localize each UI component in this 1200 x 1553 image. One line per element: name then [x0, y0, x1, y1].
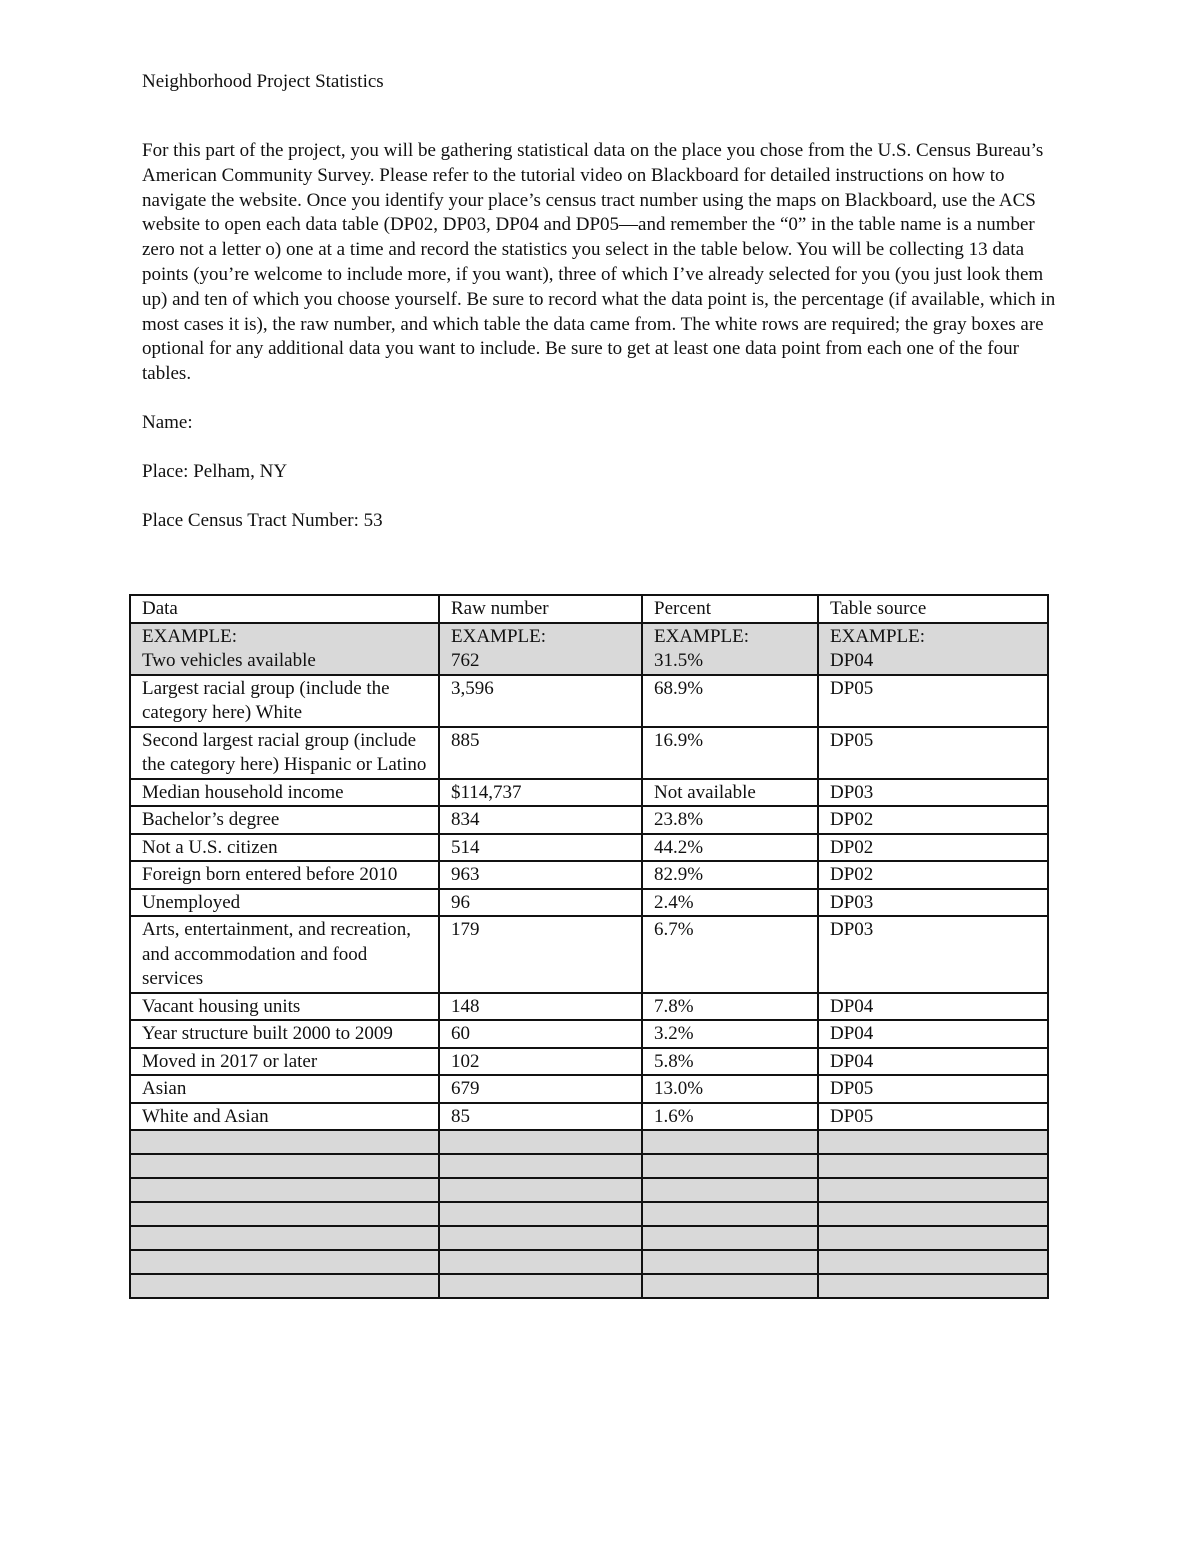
document-page — [142, 70, 1062, 534]
percent-cell: 82.9% — [642, 861, 818, 889]
instructions-paragraph: For this part of the project, you will be gathering statistical data on the place you chose from the U.S. Census Bureau’s American Community Survey. Please refer to the tutorial video on Blackboard for detailed instructions on how to navigate the website. Once you identify your place’s census tract number using the maps on Blackboard, use the ACS website to open each data table (DP02, DP03, DP04 and DP05—and remember the “0” in the table name is a number zero not a letter o) one at a time and record the statistics you select in the table below. You will be collecting 13 data points (you’re welcome to include more, if you want), three of which I’ve already selected for you (you just look them up) and ten of which you choose yourself. Be sure to record what the data point is, the percentage (if available, which in most cases it is), the raw number, and which table the data came from. The white rows are required; the gray boxes are optional for any additional data you want to include. Be sure to get at least one data point from each one of the four tables. — [142, 140, 1056, 385]
percent-cell: 44.2% — [642, 834, 818, 862]
example-row — [130, 623, 1048, 675]
optional-cell — [818, 1178, 1048, 1202]
optional-cell — [818, 1154, 1048, 1178]
data-cell: White and Asian — [130, 1103, 439, 1131]
percent-cell: 2.4% — [642, 889, 818, 917]
example-raw: 762 — [451, 650, 480, 671]
table-source-cell: DP02 — [818, 806, 1048, 834]
example-data-cell — [130, 623, 439, 675]
optional-cell — [642, 1154, 818, 1178]
data-cell: Asian — [130, 1075, 439, 1103]
percent-cell: 68.9% — [642, 675, 818, 727]
optional-cell — [642, 1202, 818, 1226]
raw-number-cell: 85 — [439, 1103, 642, 1131]
optional-cell — [439, 1130, 642, 1154]
table-row — [130, 1020, 1048, 1048]
table-header-row — [130, 595, 1048, 623]
data-cell: Not a U.S. citizen — [130, 834, 439, 862]
table-row — [130, 834, 1048, 862]
data-cell: Foreign born entered before 2010 — [130, 861, 439, 889]
optional-cell — [439, 1250, 642, 1274]
optional-cell — [818, 1250, 1048, 1274]
place-field — [142, 460, 1062, 485]
table-source-cell: DP04 — [818, 993, 1048, 1021]
optional-row — [130, 1250, 1048, 1274]
table-row — [130, 889, 1048, 917]
optional-cell — [130, 1274, 439, 1298]
percent-cell: 23.8% — [642, 806, 818, 834]
table-row — [130, 861, 1048, 889]
table-source-cell: DP03 — [818, 779, 1048, 807]
optional-cell — [818, 1130, 1048, 1154]
data-cell: Year structure built 2000 to 2009 — [130, 1020, 439, 1048]
percent-cell: 1.6% — [642, 1103, 818, 1131]
table-row — [130, 916, 1048, 993]
raw-number-cell: 179 — [439, 916, 642, 993]
percent-cell: 3.2% — [642, 1020, 818, 1048]
optional-cell — [642, 1178, 818, 1202]
raw-number-cell: 148 — [439, 993, 642, 1021]
example-label: EXAMPLE: — [830, 625, 925, 647]
optional-cell — [818, 1226, 1048, 1250]
optional-cell — [130, 1202, 439, 1226]
data-cell: Second largest racial group (include the category here) Hispanic or Latino — [130, 727, 439, 779]
optional-row — [130, 1178, 1048, 1202]
header-percent: Percent — [642, 595, 818, 623]
raw-number-cell: 885 — [439, 727, 642, 779]
example-label: EXAMPLE: — [451, 625, 546, 647]
raw-number-cell: 679 — [439, 1075, 642, 1103]
table-source-cell: DP03 — [818, 889, 1048, 917]
data-cell: Bachelor’s degree — [130, 806, 439, 834]
optional-cell — [642, 1274, 818, 1298]
data-cell: Moved in 2017 or later — [130, 1048, 439, 1076]
table-source-cell: DP02 — [818, 834, 1048, 862]
optional-cell — [642, 1250, 818, 1274]
table-source-cell: DP03 — [818, 916, 1048, 993]
table-row — [130, 727, 1048, 779]
optional-cell — [818, 1274, 1048, 1298]
table-row — [130, 675, 1048, 727]
statistics-table-body — [130, 595, 1048, 1298]
table-row — [130, 1075, 1048, 1103]
optional-cell — [130, 1226, 439, 1250]
data-cell: Largest racial group (include the category here) White — [130, 675, 439, 727]
example-label: EXAMPLE: — [142, 625, 237, 647]
optional-cell — [130, 1178, 439, 1202]
document-title: Neighborhood Project Statistics — [142, 71, 384, 92]
optional-row — [130, 1226, 1048, 1250]
optional-row — [130, 1130, 1048, 1154]
header-raw-number: Raw number — [439, 595, 642, 623]
example-raw-cell — [439, 623, 642, 675]
table-source-cell: DP05 — [818, 1075, 1048, 1103]
optional-cell — [642, 1130, 818, 1154]
place-label: Place: — [142, 460, 189, 482]
table-source-cell: DP02 — [818, 861, 1048, 889]
percent-cell: 7.8% — [642, 993, 818, 1021]
example-percent-cell — [642, 623, 818, 675]
raw-number-cell: 60 — [439, 1020, 642, 1048]
optional-row — [130, 1202, 1048, 1226]
percent-cell: 16.9% — [642, 727, 818, 779]
table-source-cell: DP04 — [818, 1020, 1048, 1048]
header-data: Data — [130, 595, 439, 623]
data-cell: Vacant housing units — [130, 993, 439, 1021]
optional-cell — [642, 1226, 818, 1250]
table-source-cell: DP05 — [818, 675, 1048, 727]
tract-value: 53 — [363, 509, 383, 531]
example-data: Two vehicles available — [142, 650, 316, 671]
raw-number-cell: 96 — [439, 889, 642, 917]
statistics-table — [129, 594, 1049, 1299]
percent-cell: Not available — [642, 779, 818, 807]
tract-field — [142, 509, 1062, 534]
name-field — [142, 411, 1062, 436]
raw-number-cell: 102 — [439, 1048, 642, 1076]
data-cell: Arts, entertainment, and recreation, and accommodation and food services — [130, 916, 439, 993]
optional-row — [130, 1274, 1048, 1298]
percent-cell: 5.8% — [642, 1048, 818, 1076]
raw-number-cell: 3,596 — [439, 675, 642, 727]
table-row — [130, 1048, 1048, 1076]
data-cell: Median household income — [130, 779, 439, 807]
optional-cell — [130, 1154, 439, 1178]
table-source-cell: DP05 — [818, 727, 1048, 779]
tract-label: Place Census Tract Number: — [142, 509, 359, 531]
table-row — [130, 806, 1048, 834]
example-source-cell — [818, 623, 1048, 675]
table-source-cell: DP05 — [818, 1103, 1048, 1131]
table-row — [130, 993, 1048, 1021]
name-label: Name: — [142, 411, 193, 433]
optional-cell — [439, 1154, 642, 1178]
table-row — [130, 1103, 1048, 1131]
example-source: DP04 — [830, 650, 874, 671]
optional-cell — [818, 1202, 1048, 1226]
header-table-source: Table source — [818, 595, 1048, 623]
raw-number-cell: 514 — [439, 834, 642, 862]
example-percent: 31.5% — [654, 650, 704, 671]
percent-cell: 13.0% — [642, 1075, 818, 1103]
raw-number-cell: 963 — [439, 861, 642, 889]
raw-number-cell: $114,737 — [439, 779, 642, 807]
percent-cell: 6.7% — [642, 916, 818, 993]
optional-cell — [439, 1202, 642, 1226]
place-value: Pelham, NY — [193, 460, 288, 482]
optional-cell — [439, 1274, 642, 1298]
example-label: EXAMPLE: — [654, 625, 749, 647]
table-source-cell: DP04 — [818, 1048, 1048, 1076]
optional-cell — [130, 1130, 439, 1154]
optional-cell — [439, 1178, 642, 1202]
table-row — [130, 779, 1048, 807]
raw-number-cell: 834 — [439, 806, 642, 834]
optional-cell — [439, 1226, 642, 1250]
optional-row — [130, 1154, 1048, 1178]
optional-cell — [130, 1250, 439, 1274]
data-cell: Unemployed — [130, 889, 439, 917]
